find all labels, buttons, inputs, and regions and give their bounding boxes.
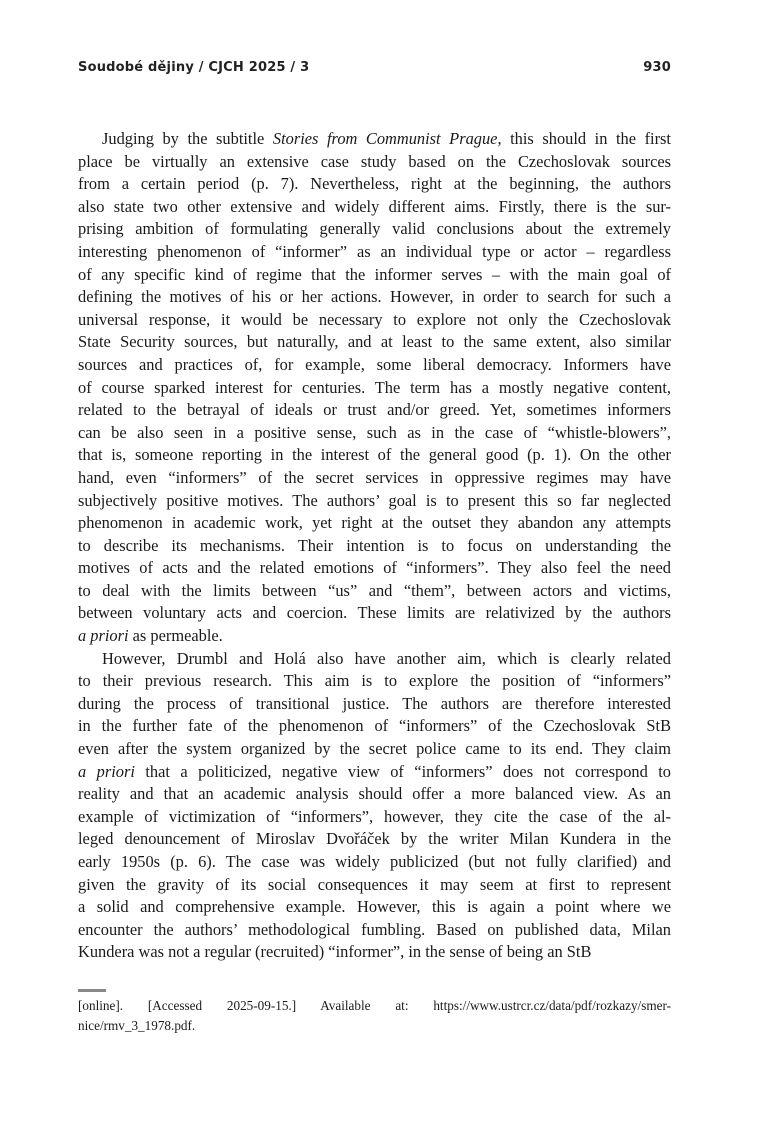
text-segment: Judging by the subtitle <box>102 129 273 148</box>
footnote-line: nice/rmv_3_1978.pdf. <box>78 1017 196 1033</box>
page-number: 930 <box>643 60 671 75</box>
text-segment: as permeable. <box>128 626 223 646</box>
text-line: subjectively positive motives. The authors’ goal is to present this so far neglected <box>78 490 671 510</box>
text-line: to their previous research. This aim is to explore the position of “informers” <box>78 671 671 691</box>
text-line: of course sparked interest for centuries. The term has a mostly negative content, <box>78 377 671 397</box>
text-line: example of victimization of “informers”, however, they cite the case of the al- <box>78 806 671 826</box>
main-text <box>78 128 671 964</box>
italic-text: a priori <box>78 761 135 781</box>
paragraph-2 <box>78 648 671 964</box>
footnote-rule <box>78 989 106 992</box>
text-line: early 1950s (p. 6). The case was widely publicized (but not fully clarified) and <box>78 852 671 871</box>
text-segment: , this should in the first <box>497 129 671 148</box>
text-line: sources and practices of, for example, some liberal democracy. Informers have <box>78 354 671 374</box>
text-segment: that a politicized, negative view of “informers” does not correspond to <box>134 761 671 781</box>
journal-title: Soudobé dějiny / CJCH 2025 / 3 <box>78 60 310 75</box>
text-line: to deal with the limits between “us” and “them”, between actors and victims, <box>78 580 671 600</box>
text-line: universal response, it would be necessary to explore not only the Czechoslovak <box>78 309 671 329</box>
text-line: place be virtually an extensive case study based on the Czechoslovak sources <box>78 151 671 171</box>
text-line: defining the motives of his or her actions. However, in order to search for such a <box>78 287 671 307</box>
text-line: that is, someone reporting in the interest of the general good (p. 1). On the other <box>78 445 671 465</box>
text-line: State Security sources, but naturally, and at least to the same extent, also similar <box>78 332 671 352</box>
text-line: prising ambition of formulating generally valid conclusions about the extremely <box>78 219 671 239</box>
text-line: related to the betrayal of ideals or trust and/or greed. Yet, sometimes informers <box>78 400 671 420</box>
text-line: even after the system organized by the secret police came to its end. They claim <box>78 739 671 759</box>
text-line: can be also seen in a positive sense, such as in the case of “whistle-blowers”, <box>78 422 671 442</box>
text-line: encounter the authors’ methodological fumbling. Based on published data, Milan <box>78 919 671 939</box>
text-line <box>78 761 671 784</box>
text-line: reality and that an academic analysis should offer a more balanced view. As an <box>78 784 671 804</box>
footnote <box>78 996 671 1035</box>
text-line: given the gravity of its social consequences it may seem at first to represent <box>78 874 671 894</box>
footnote-line: [online]. [Accessed 2025-09-15.] Available at: https://www.ustrcr.cz/data/pdf/rozkazy/smer- <box>78 998 671 1013</box>
text-line: of any specific kind of regime that the informer serves – with the main goal of <box>78 264 671 284</box>
text-line: Kundera was not a regular (recruited) “informer”, in the sense of being an StB <box>78 942 592 962</box>
text-line: leged denouncement of Miroslav Dvořáček by the writer Milan Kundera in the <box>78 829 671 849</box>
italic-text: a priori <box>78 626 129 646</box>
running-header <box>78 60 671 80</box>
text-line: to describe its mechanisms. Their intention is to focus on understanding the <box>78 535 671 555</box>
text-line <box>78 625 671 648</box>
text-line: from a certain period (p. 7). Nevertheless, right at the beginning, the authors <box>78 174 671 194</box>
paragraph-1 <box>78 128 671 648</box>
text-line: in the further fate of the phenomenon of “informers” of the Czechoslovak StB <box>78 716 671 736</box>
text-line: also state two other extensive and widely different aims. Firstly, there is the sur- <box>78 196 671 216</box>
text-line <box>78 128 671 151</box>
text-line: between voluntary acts and coercion. These limits are relativized by the authors <box>78 603 671 623</box>
italic-text: Stories from Communist Prague <box>272 129 498 148</box>
text-line: motives of acts and the related emotions of “informers”. They also feel the need <box>78 558 671 578</box>
text-line: However, Drumbl and Holá also have another aim, which is clearly related <box>102 648 671 668</box>
text-line: a solid and comprehensive example. However, this is again a point where we <box>78 897 671 917</box>
text-line: phenomenon in academic work, yet right at the outset they abandon any attempts <box>78 513 671 533</box>
text-line: interesting phenomenon of “informer” as an individual type or actor – regardless <box>78 241 671 261</box>
text-line: hand, even “informers” of the secret services in oppressive regimes may have <box>78 467 671 487</box>
text-line: during the process of transitional justice. The authors are therefore interested <box>78 693 671 713</box>
